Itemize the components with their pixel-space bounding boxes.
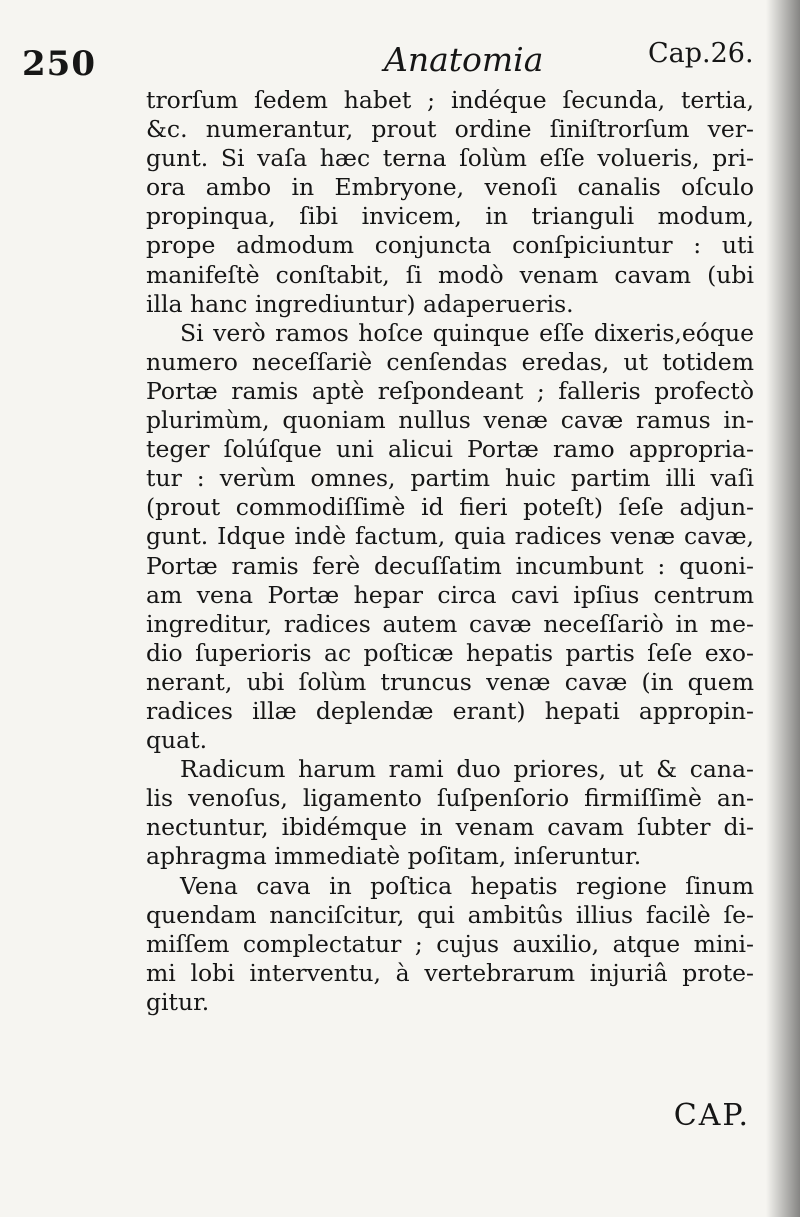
text-line: dio ſuperioris ac poſticæ hepatis partis ſeſe exo- (146, 638, 754, 667)
text-line: gunt. Idque indè factum, quia radices venæ cavæ, (146, 522, 754, 551)
text-line: manifeſtè conſtabit, ſi modò venam cavam (ubi (146, 260, 754, 289)
page-number: 250 (22, 44, 96, 84)
chapter-label: Cap.26. (648, 38, 754, 69)
text-line: lis venoſus, ligamento ſuſpenſorio firmiſſimè an- (146, 784, 754, 813)
text-line: gitur. (146, 987, 210, 1016)
text-line: ora ambo in Embryone, venoſi canalis oſculo (146, 173, 754, 202)
running-title: Anatomia (384, 40, 544, 79)
text-line: ingreditur, radices autem cavæ neceſſariò in me- (146, 609, 754, 638)
text-line: gunt. Si vaſa hæc terna ſolùm eſſe volueris, pri- (146, 144, 754, 173)
text-line: Si verò ramos hoſce quinque eſſe dixeris,eóque (180, 318, 754, 347)
text-line: Portæ ramis aptè reſpondeant ; falleris profectò (146, 376, 754, 405)
text-line: propinqua, ſibi invicem, in trianguli modum, (146, 202, 754, 231)
text-line: teger ſolúſque uni alicui Portæ ramo appropria- (146, 435, 754, 464)
text-line: tur : verùm omnes, partim huic partim illi vaſi (146, 464, 754, 493)
text-line: nectuntur, ibidémque in venam cavam ſubter di- (146, 813, 754, 842)
text-line: plurimùm, quoniam nullus venæ cavæ ramus in- (146, 406, 754, 435)
text-line: radices illæ deplendæ erant) hepati appropin- (146, 696, 754, 725)
page-header (0, 0, 800, 90)
text-line: &c. numerantur, prout ordine ſiniſtrorſum ver- (146, 115, 754, 144)
text-line: am vena Portæ hepar circa cavi ipſius centrum (146, 580, 754, 609)
text-line: illa hanc ingrediuntur) adaperueris. (146, 289, 574, 318)
paragraph (146, 319, 754, 755)
text-line: trorſum ſedem habet ; indéque ſecunda, tertia, (146, 86, 754, 114)
text-line: mi lobi interventu, à vertebrarum injuriâ prote- (146, 958, 754, 987)
text-line: miſſem complectatur ; cujus auxilio, atque mini- (146, 929, 754, 958)
text-line: quat. (146, 726, 208, 755)
paragraph (146, 755, 754, 871)
paragraph (146, 872, 754, 1017)
paragraph (146, 86, 754, 319)
text-line: quendam nanciſcitur, qui ambitûs illius facilè ſe- (146, 900, 754, 929)
text-line: Portæ ramis ferè decuſſatim incumbunt : quoni- (146, 551, 754, 580)
text-line: Vena cava in poſtica hepatis regione ſinum (180, 871, 754, 900)
catchword: CAP. (673, 1098, 750, 1133)
text-line: Radicum harum rami duo priores, ut & cana- (180, 755, 754, 784)
text-line: numero neceſſariè cenſendas eredas, ut totidem (146, 347, 754, 376)
text-line: (prout commodiſſimè id fieri poteſt) ſeſe adjun- (146, 493, 754, 522)
text-line: aphragma immediatè poſitam, inſeruntur. (146, 842, 642, 871)
body-text (146, 86, 754, 1017)
text-line: nerant, ubi ſolùm truncus venæ cavæ (in quem (146, 667, 754, 696)
text-line: prope admodum conjuncta conſpiciuntur : uti (146, 231, 754, 260)
